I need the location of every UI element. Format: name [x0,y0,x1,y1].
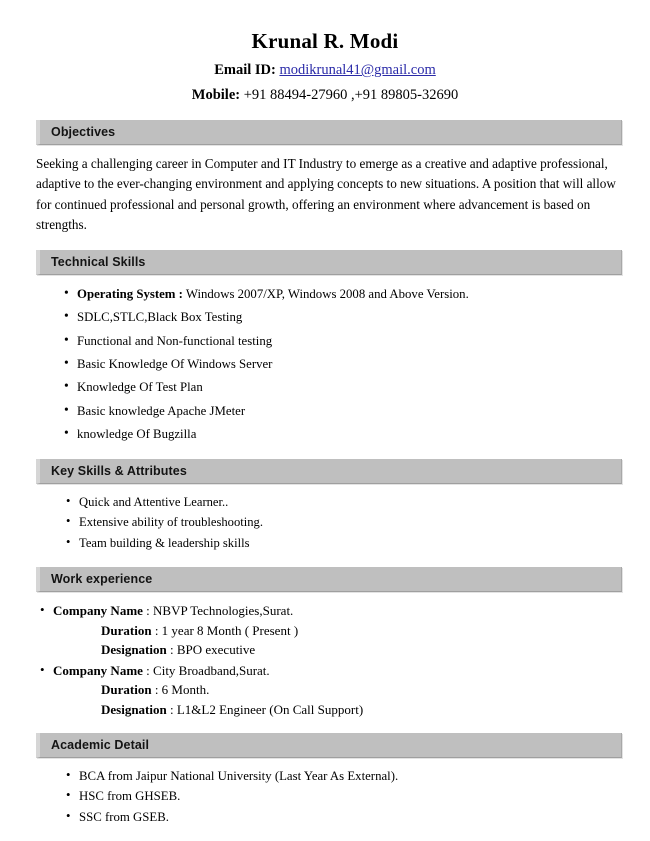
list-item: • HSC from GHSEB. [66,787,622,806]
list-item [64,354,622,374]
email-link[interactable]: modikrunal41@gmail.com [279,62,436,79]
objectives-text: Seeking a challenging career in Computer and IT Industry to emerge as a creative and adaptive professional, adaptive to the ever-changing environment and applying concepts to new situations. A position that will allow for continued professional and personal growth, offering an environment where advancement is based on strengths. [36,156,616,233]
list-item: • Extensive ability of troubleshooting. [66,513,622,532]
work-designation-row [53,700,622,720]
company-label: Company Name [53,603,143,619]
duration-label: Duration [101,622,152,638]
candidate-name: Krunal R. Modi [251,29,399,53]
list-item [40,601,622,660]
key-skills-list [36,493,622,554]
resume-header [0,0,650,106]
list-item [64,307,622,327]
section-title-objectives: Objectives [51,125,116,140]
skill-rest: Windows 2007/XP, Windows 2008 and Above Version. [182,286,469,301]
list-item: • Team building & leadership skills [66,534,622,553]
work-duration-row [53,680,622,700]
section-key-skills [0,459,650,554]
list-item: • BCA from Jaipur National University (Last Year As External). [66,767,622,786]
section-bar-academic-detail [36,733,622,758]
designation-label: Designation [101,642,167,658]
skill-rest: knowledge Of Bugzilla [77,427,197,442]
skill-rest: Functional and Non-functional testing [77,333,273,348]
skill-rest: Basic Knowledge Of Windows Server [77,357,273,372]
duration-value: : 1 year 8 Month ( Present ) [154,622,299,638]
skill-rest: Basic knowledge Apache JMeter [77,403,246,418]
section-technical-skills [0,250,650,445]
academic-detail-list [36,767,622,827]
skill-rest: SDLC,STLC,Black Box Testing [77,310,243,325]
designation-value: : L1&L2 Engineer (On Call Support) [169,701,364,717]
section-objectives [0,120,650,236]
skill-lead: Operating System : [77,286,183,301]
list-item [64,331,622,351]
section-title-key-skills: Key Skills & Attributes [51,463,187,478]
company-value: : NBVP Technologies,Surat. [146,603,294,619]
technical-skills-list [36,284,622,445]
duration-label: Duration [101,682,152,698]
list-item [64,401,622,421]
skill-rest: Knowledge Of Test Plan [77,380,203,395]
section-title-work-experience: Work experience [51,572,153,587]
section-work-experience [0,567,650,719]
list-item [40,661,622,720]
section-title-academic-detail: Academic Detail [51,738,150,753]
list-item [64,424,622,444]
section-body-academic-detail [0,758,650,827]
section-bar-objectives [36,120,622,145]
company-value: : City Broadband,Surat. [146,662,270,678]
section-body-technical-skills [0,275,650,445]
section-body-key-skills [0,484,650,554]
mobile-number: +91 88494-27960 ,+91 89805-32690 [243,86,459,103]
designation-value: : BPO executive [169,642,256,658]
duration-value: : 6 Month. [154,682,210,698]
section-body-objectives [0,145,650,236]
work-experience-list [36,601,622,719]
list-item: • Quick and Attentive Learner.. [66,493,622,512]
designation-label: Designation [101,701,167,717]
email-label: Email ID: [214,62,276,79]
list-item [64,284,622,304]
section-bar-technical-skills [36,250,622,275]
section-bar-work-experience [36,567,622,592]
work-designation-row [53,640,622,660]
list-item [64,377,622,397]
mobile-label: Mobile: [191,86,241,103]
list-item: • SSC from GSEB. [66,808,622,827]
email-line [0,59,650,81]
work-duration-row [53,621,622,641]
mobile-line [0,84,650,106]
company-label: Company Name [53,662,143,678]
section-academic-detail [0,733,650,827]
section-title-technical-skills: Technical Skills [51,254,146,269]
section-bar-key-skills [36,459,622,484]
section-body-work-experience [0,592,650,719]
